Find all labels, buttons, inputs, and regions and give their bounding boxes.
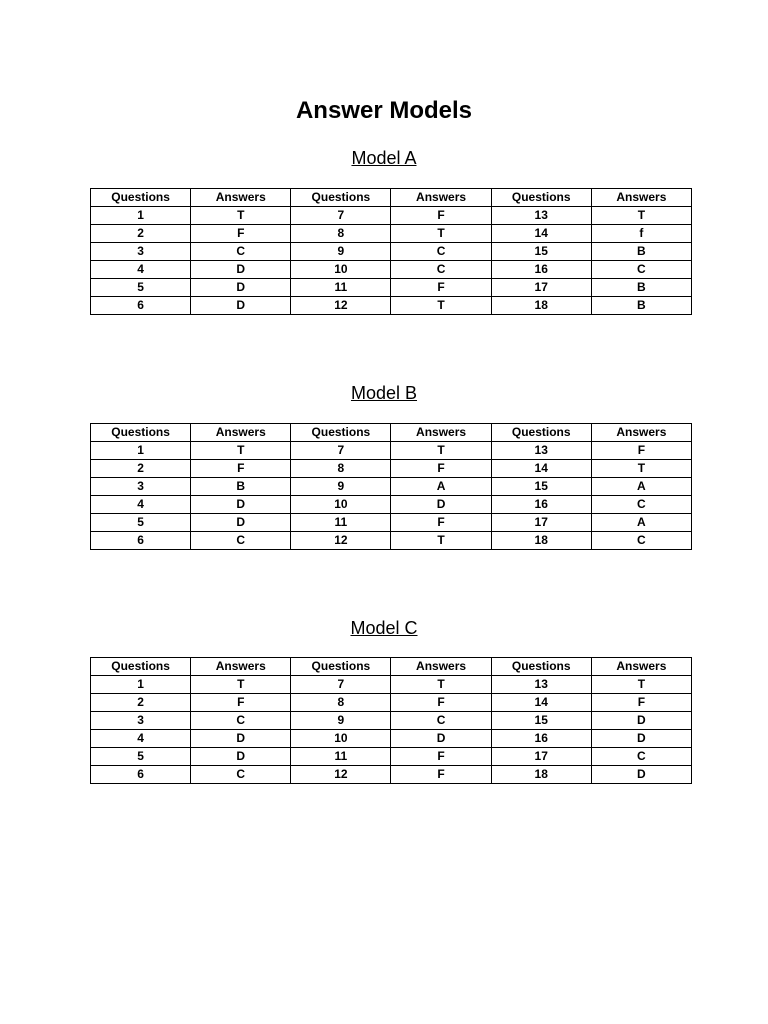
answer-cell: T bbox=[191, 207, 291, 225]
question-number-cell: 12 bbox=[291, 766, 391, 784]
answer-cell: C bbox=[191, 712, 291, 730]
answer-cell: A bbox=[591, 514, 691, 532]
answer-cell: F bbox=[391, 460, 491, 478]
answer-cell: T bbox=[591, 207, 691, 225]
question-number-cell: 5 bbox=[91, 514, 191, 532]
answer-cell: B bbox=[191, 478, 291, 496]
question-number-cell: 3 bbox=[91, 243, 191, 261]
answer-cell: C bbox=[391, 261, 491, 279]
question-number-cell: 9 bbox=[291, 478, 391, 496]
table-row bbox=[91, 514, 692, 532]
table-row bbox=[91, 694, 692, 712]
table-row bbox=[91, 225, 692, 243]
answer-cell: C bbox=[391, 712, 491, 730]
question-number-cell: 9 bbox=[291, 712, 391, 730]
questions-column-header: Questions bbox=[491, 424, 591, 442]
table-row bbox=[91, 478, 692, 496]
answer-cell: F bbox=[591, 694, 691, 712]
answer-cell: T bbox=[391, 676, 491, 694]
answer-cell: B bbox=[591, 243, 691, 261]
question-number-cell: 18 bbox=[491, 297, 591, 315]
question-number-cell: 8 bbox=[291, 460, 391, 478]
question-number-cell: 1 bbox=[91, 676, 191, 694]
model-c-heading: Model C bbox=[350, 618, 418, 638]
answer-cell: D bbox=[191, 514, 291, 532]
page-title: Answer Models bbox=[295, 97, 473, 124]
table-row bbox=[91, 297, 692, 315]
questions-column-header: Questions bbox=[291, 189, 391, 207]
answer-cell: T bbox=[391, 225, 491, 243]
answer-cell: A bbox=[591, 478, 691, 496]
answer-cell: B bbox=[591, 297, 691, 315]
question-number-cell: 18 bbox=[491, 766, 591, 784]
answer-cell: T bbox=[591, 460, 691, 478]
question-number-cell: 14 bbox=[491, 460, 591, 478]
answer-cell: F bbox=[191, 460, 291, 478]
answer-cell: T bbox=[391, 442, 491, 460]
answer-cell: T bbox=[591, 676, 691, 694]
table-row bbox=[91, 730, 692, 748]
table-row bbox=[91, 279, 692, 297]
model-a-heading: Model A bbox=[351, 148, 417, 168]
table-row bbox=[91, 766, 692, 784]
question-number-cell: 3 bbox=[91, 478, 191, 496]
answer-cell: C bbox=[591, 261, 691, 279]
answer-cell: C bbox=[591, 748, 691, 766]
header-row bbox=[91, 189, 692, 207]
question-number-cell: 4 bbox=[91, 496, 191, 514]
question-number-cell: 2 bbox=[91, 225, 191, 243]
question-number-cell: 3 bbox=[91, 712, 191, 730]
question-number-cell: 13 bbox=[491, 442, 591, 460]
question-number-cell: 17 bbox=[491, 279, 591, 297]
question-number-cell: 16 bbox=[491, 496, 591, 514]
question-number-cell: 14 bbox=[491, 225, 591, 243]
answer-cell: A bbox=[391, 478, 491, 496]
answer-cell: D bbox=[191, 297, 291, 315]
answer-cell: T bbox=[391, 297, 491, 315]
answer-cell: D bbox=[591, 712, 691, 730]
table-row bbox=[91, 748, 692, 766]
table-row bbox=[91, 207, 692, 225]
question-number-cell: 11 bbox=[291, 514, 391, 532]
question-number-cell: 1 bbox=[91, 442, 191, 460]
question-number-cell: 4 bbox=[91, 261, 191, 279]
answer-cell: C bbox=[191, 766, 291, 784]
question-number-cell: 12 bbox=[291, 297, 391, 315]
question-number-cell: 1 bbox=[91, 207, 191, 225]
answer-cell: C bbox=[391, 243, 491, 261]
answers-column-header: Answers bbox=[391, 424, 491, 442]
question-number-cell: 7 bbox=[291, 676, 391, 694]
question-number-cell: 11 bbox=[291, 279, 391, 297]
answers-column-header: Answers bbox=[391, 189, 491, 207]
table-row bbox=[91, 676, 692, 694]
question-number-cell: 13 bbox=[491, 676, 591, 694]
question-number-cell: 6 bbox=[91, 766, 191, 784]
question-number-cell: 10 bbox=[291, 730, 391, 748]
table-row bbox=[91, 460, 692, 478]
questions-column-header: Questions bbox=[91, 658, 191, 676]
answers-column-header: Answers bbox=[591, 658, 691, 676]
answer-cell: F bbox=[391, 694, 491, 712]
table-row bbox=[91, 496, 692, 514]
question-number-cell: 14 bbox=[491, 694, 591, 712]
answer-cell: F bbox=[591, 442, 691, 460]
header-row bbox=[91, 424, 692, 442]
answer-cell: C bbox=[191, 243, 291, 261]
question-number-cell: 12 bbox=[291, 532, 391, 550]
answer-cell: D bbox=[591, 766, 691, 784]
question-number-cell: 17 bbox=[491, 748, 591, 766]
answer-cell: F bbox=[391, 748, 491, 766]
answer-cell: F bbox=[391, 766, 491, 784]
answer-cell: D bbox=[191, 496, 291, 514]
answer-cell: T bbox=[191, 676, 291, 694]
answer-cell: C bbox=[591, 532, 691, 550]
answer-cell: T bbox=[191, 442, 291, 460]
question-number-cell: 15 bbox=[491, 243, 591, 261]
answer-cell: F bbox=[391, 207, 491, 225]
answer-cell: D bbox=[191, 748, 291, 766]
question-number-cell: 11 bbox=[291, 748, 391, 766]
questions-column-header: Questions bbox=[491, 658, 591, 676]
answers-column-header: Answers bbox=[191, 658, 291, 676]
question-number-cell: 7 bbox=[291, 207, 391, 225]
question-number-cell: 5 bbox=[91, 748, 191, 766]
question-number-cell: 5 bbox=[91, 279, 191, 297]
questions-column-header: Questions bbox=[291, 658, 391, 676]
question-number-cell: 18 bbox=[491, 532, 591, 550]
question-number-cell: 13 bbox=[491, 207, 591, 225]
question-number-cell: 8 bbox=[291, 694, 391, 712]
question-number-cell: 17 bbox=[491, 514, 591, 532]
answer-cell: D bbox=[191, 261, 291, 279]
question-number-cell: 2 bbox=[91, 694, 191, 712]
model-b-table bbox=[90, 423, 692, 550]
question-number-cell: 7 bbox=[291, 442, 391, 460]
answer-cell: F bbox=[191, 225, 291, 243]
question-number-cell: 6 bbox=[91, 532, 191, 550]
questions-column-header: Questions bbox=[491, 189, 591, 207]
table-row bbox=[91, 261, 692, 279]
answer-cell: C bbox=[591, 496, 691, 514]
question-number-cell: 8 bbox=[291, 225, 391, 243]
question-number-cell: 15 bbox=[491, 712, 591, 730]
question-number-cell: 6 bbox=[91, 297, 191, 315]
question-number-cell: 10 bbox=[291, 496, 391, 514]
answer-cell: F bbox=[391, 514, 491, 532]
answers-column-header: Answers bbox=[591, 189, 691, 207]
answer-cell: F bbox=[191, 694, 291, 712]
questions-column-header: Questions bbox=[291, 424, 391, 442]
question-number-cell: 9 bbox=[291, 243, 391, 261]
question-number-cell: 16 bbox=[491, 261, 591, 279]
answer-cell: B bbox=[591, 279, 691, 297]
question-number-cell: 4 bbox=[91, 730, 191, 748]
answer-cell: D bbox=[391, 730, 491, 748]
answers-column-header: Answers bbox=[191, 424, 291, 442]
answer-cell: C bbox=[191, 532, 291, 550]
model-c-table bbox=[90, 657, 692, 784]
answers-column-header: Answers bbox=[191, 189, 291, 207]
answer-cell: D bbox=[391, 496, 491, 514]
answer-cell: f bbox=[591, 225, 691, 243]
questions-column-header: Questions bbox=[91, 189, 191, 207]
model-b-heading: Model B bbox=[350, 383, 418, 403]
answer-cell: D bbox=[191, 730, 291, 748]
model-a-table bbox=[90, 188, 692, 315]
question-number-cell: 16 bbox=[491, 730, 591, 748]
answers-column-header: Answers bbox=[591, 424, 691, 442]
header-row bbox=[91, 658, 692, 676]
question-number-cell: 2 bbox=[91, 460, 191, 478]
question-number-cell: 10 bbox=[291, 261, 391, 279]
questions-column-header: Questions bbox=[91, 424, 191, 442]
table-row bbox=[91, 712, 692, 730]
answer-cell: F bbox=[391, 279, 491, 297]
table-row bbox=[91, 532, 692, 550]
answer-cell: T bbox=[391, 532, 491, 550]
answers-column-header: Answers bbox=[391, 658, 491, 676]
table-row bbox=[91, 243, 692, 261]
answer-cell: D bbox=[591, 730, 691, 748]
table-row bbox=[91, 442, 692, 460]
question-number-cell: 15 bbox=[491, 478, 591, 496]
answer-cell: D bbox=[191, 279, 291, 297]
